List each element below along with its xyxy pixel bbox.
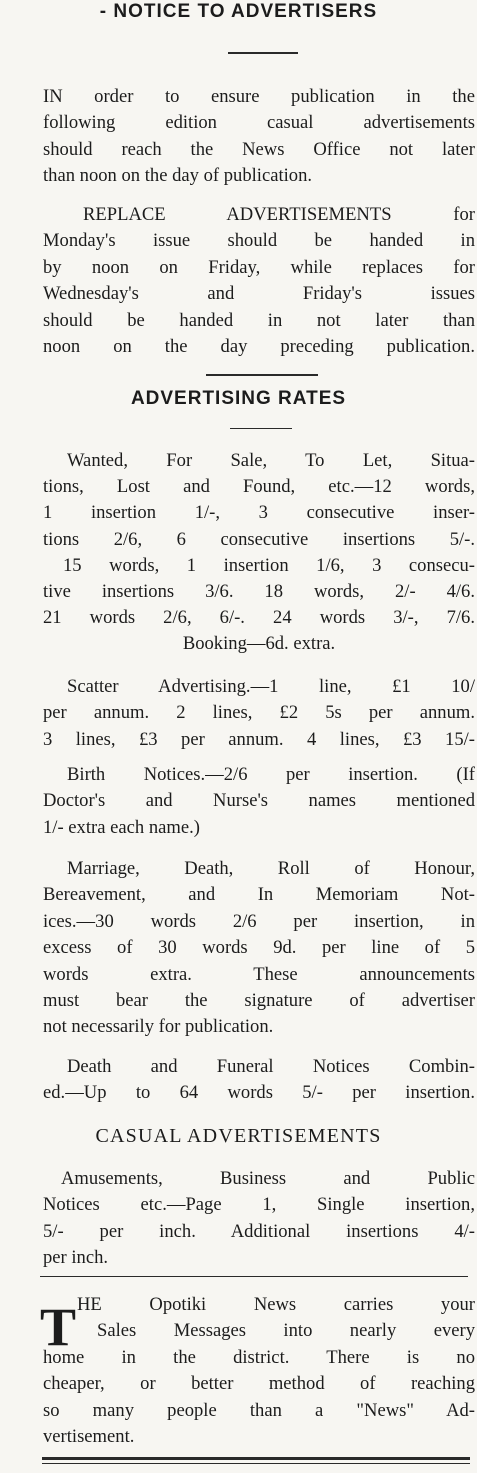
rates-birth-paragraph: [43, 762, 475, 841]
text-line: Sales Messages into nearly every: [97, 1320, 475, 1342]
text-line: ices.—30 words 2/6 per insertion, in: [43, 910, 475, 932]
casual-heading: CASUAL ADVERTISEMENTS: [95, 1125, 382, 1147]
bottom-rule-thin: [42, 1463, 470, 1464]
text-line: Wanted, For Sale, To Let, Situa-: [67, 450, 475, 471]
text-line: REPLACE ADVERTISEMENTS for: [83, 204, 475, 225]
text-line: excess of 30 words 9d. per line of 5: [43, 937, 475, 959]
text-line: Bereavement, and In Memoriam Not-: [43, 884, 475, 906]
text-line: Monday's issue should be handed in: [43, 230, 475, 252]
text-line: noon on the day preceding publication.: [43, 336, 475, 358]
text-line: following edition casual advertisements: [43, 112, 475, 134]
rates-marriage-paragraph: [43, 856, 475, 1041]
text-line: Birth Notices.—2/6 per insertion. (If: [67, 764, 475, 785]
heading-rule: [230, 428, 292, 429]
promo-dropcap: T: [40, 1297, 77, 1357]
text-line: 21 words 2/6, 6/-. 24 words 3/-, 7/6.: [43, 607, 475, 629]
text-line: Marriage, Death, Roll of Honour,: [67, 858, 475, 879]
text-line: tions, Lost and Found, etc.—12 words,: [43, 476, 475, 498]
text-line: per inch.: [43, 1247, 109, 1269]
text-line: tions 2/6, 6 consecutive insertions 5/-.: [43, 528, 475, 550]
text-line: Wednesday's and Friday's issues: [43, 283, 475, 305]
text-line: than noon on the day of publication.: [43, 165, 313, 187]
text-line: so many people than a "News" Ad-: [43, 1399, 475, 1421]
rates-funeral-paragraph: [43, 1054, 475, 1107]
text-line: per annum. 2 lines, £2 5s per annum.: [43, 702, 475, 724]
promo-paragraph: [43, 1292, 475, 1450]
text-line: home in the district. There is no: [43, 1346, 475, 1368]
text-line: ed.—Up to 64 words 5/- per insertion.: [43, 1082, 475, 1104]
text-line: 5/- per inch. Additional insertions 4/-: [43, 1220, 475, 1242]
text-line: should reach the News Office not later: [43, 138, 475, 160]
section-rule: [206, 374, 318, 376]
text-line: should be handed in not later than: [43, 309, 475, 331]
heading-rule: [228, 52, 298, 54]
text-line: cheaper, or better method of reaching: [43, 1373, 475, 1395]
casual-paragraph: [43, 1166, 475, 1272]
text-line: 1/- extra each name.): [43, 816, 200, 838]
text-line: Doctor's and Nurse's names mentioned: [43, 790, 475, 812]
rates-wanted-paragraph: [43, 448, 475, 658]
text-line: Scatter Advertising.—1 line, £1 10/: [67, 676, 475, 697]
rates-scatter-paragraph: [43, 674, 475, 753]
text-line: by noon on Friday, while replaces for: [43, 256, 475, 278]
text-line: Amusements, Business and Public: [61, 1168, 475, 1189]
promo-top-rule: [40, 1276, 468, 1277]
text-line: not necessarily for publication.: [43, 1016, 274, 1038]
text-line: 3 lines, £3 per annum. 4 lines, £3 15/-: [43, 728, 475, 750]
text-line: vertisement.: [43, 1426, 135, 1448]
notice-heading: - NOTICE TO ADVERTISERS: [99, 1, 378, 22]
text-line: IN order to ensure publication in the: [43, 86, 475, 107]
notice-paragraph-2: [43, 202, 475, 360]
text-line: Booking—6d. extra.: [182, 633, 336, 655]
text-line: must bear the signature of advertiser: [43, 990, 475, 1012]
text-line: 15 words, 1 insertion 1/6, 3 consecu-: [63, 554, 475, 576]
text-line: Death and Funeral Notices Combin-: [67, 1056, 475, 1077]
bottom-rule: [42, 1457, 470, 1460]
text-line: words extra. These announcements: [43, 963, 475, 985]
text-line: 1 insertion 1/-, 3 consecutive inser-: [43, 502, 475, 524]
text-line: HE Opotiki News carries your: [77, 1294, 475, 1315]
rates-heading: ADVERTISING RATES: [130, 388, 347, 409]
text-line: tive insertions 3/6. 18 words, 2/- 4/6.: [43, 581, 475, 603]
text-line: Notices etc.—Page 1, Single insertion,: [43, 1194, 475, 1216]
notice-paragraph-1: [43, 84, 475, 190]
